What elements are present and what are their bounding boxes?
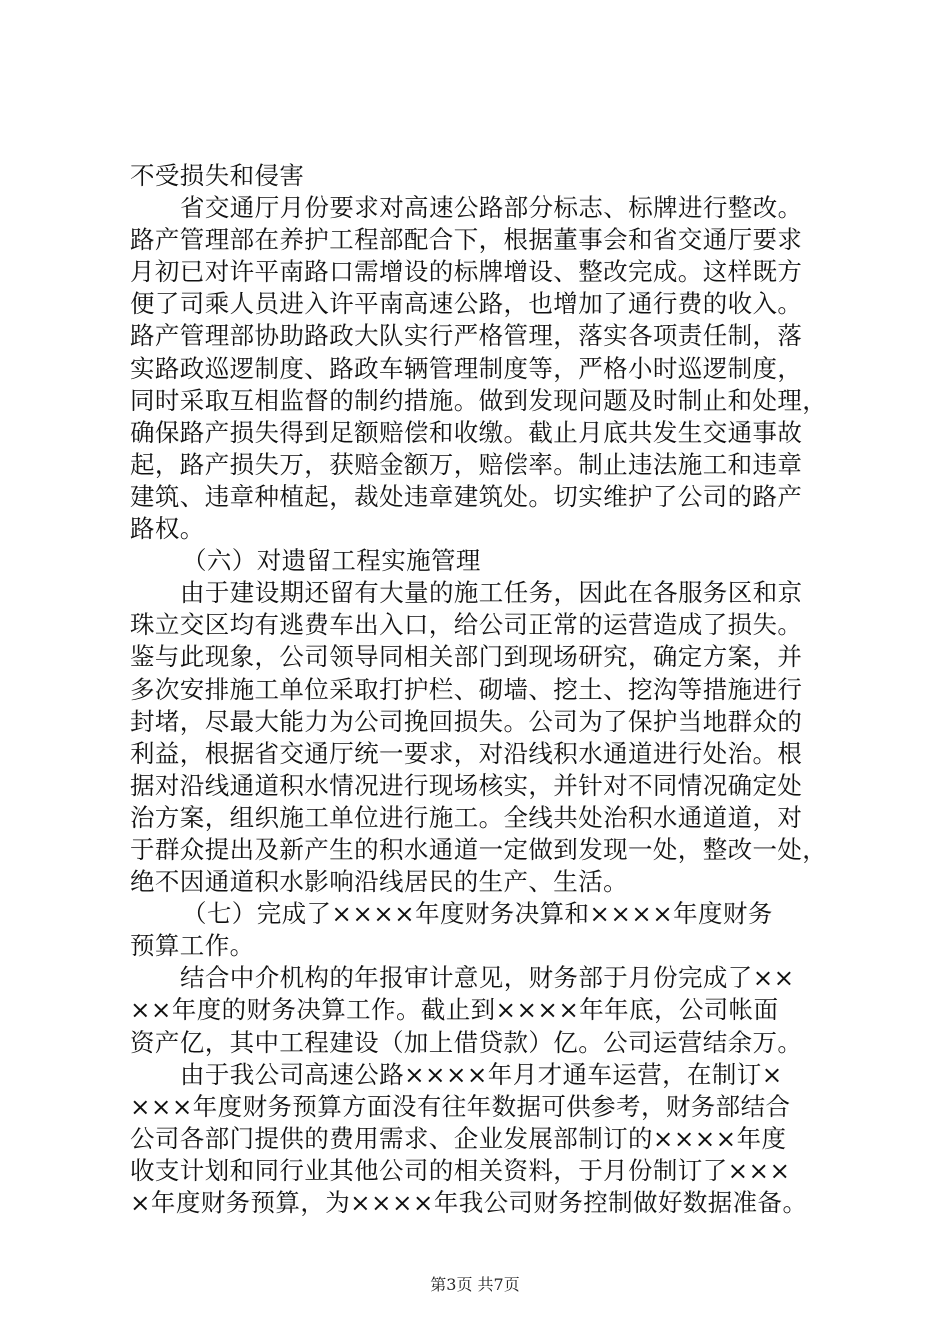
text-line: ×××年度财务预算方面没有往年数据可供参考，财务部结合 [130, 1091, 791, 1121]
text-line: 公司各部门提供的费用需求、企业发展部制订的××××年度 [130, 1123, 787, 1153]
text-line: 收支计划和同行业其他公司的相关资料，于月份制订了××× [130, 1155, 791, 1185]
text-line: 建筑、违章种植起，裁处违章建筑处。切实维护了公司的路产 [130, 481, 803, 511]
document-body [130, 160, 834, 1219]
text-line: 治方案，组织施工单位进行施工。全线共处治积水通道道，对 [130, 802, 803, 832]
text-line: 路产管理部在养护工程部配合下，根据董事会和省交通厅要求 [130, 225, 803, 255]
text-line: 珠立交区均有逃费车出入口，给公司正常的运营造成了损失。 [130, 610, 803, 640]
text-line: 绝不因通道积水影响沿线居民的生产、生活。 [130, 867, 628, 897]
page-footer: 第3页 共7页 [430, 1275, 520, 1294]
paragraph-start: 省交通厅月份要求对高速公路部分标志、标牌进行整改。 [180, 193, 803, 223]
text-line: 路产管理部协助路政大队实行严格管理，落实各项责任制，落 [130, 321, 803, 351]
text-line: 多次安排施工单位采取打护栏、砌墙、挖土、挖沟等措施进行 [130, 674, 803, 704]
section-heading: （六）对遗留工程实施管理 [182, 546, 481, 576]
text-line: 起，路产损失万，获赔金额万，赔偿率。制止违法施工和违章 [130, 449, 803, 479]
text-line: 据对沿线通道积水情况进行现场核实，并针对不同情况确定处 [130, 770, 803, 800]
text-line: 鉴与此现象，公司领导同相关部门到现场研究，确定方案，并 [130, 642, 803, 672]
paragraph-start: 由于建设期还留有大量的施工任务，因此在各服务区和京 [180, 578, 803, 608]
paragraph-start: 结合中介机构的年报审计意见，财务部于月份完成了×× [180, 963, 795, 993]
text-line: 封堵，尽最大能力为公司挽回损失。公司为了保护当地群众的 [130, 706, 803, 736]
section-heading: （七）完成了××××年度财务决算和××××年度财务 [182, 899, 773, 929]
text-line: 不受损失和侵害 [130, 161, 305, 190]
text-line: 于群众提出及新产生的积水通道一定做到发现一处，整改一处， [130, 834, 828, 864]
text-line: ××年度的财务决算工作。截止到××××年年底，公司帐面 [130, 995, 779, 1025]
text-line: 路权。 [130, 514, 205, 544]
text-line: 资产亿，其中工程建设（加上借贷款）亿。公司运营结余万。 [130, 1027, 803, 1057]
text-line: 实路政巡逻制度、路政车辆管理制度等，严格小时巡逻制度， [130, 353, 803, 383]
text-line: 确保路产损失得到足额赔偿和收缴。截止月底共发生交通事故 [130, 417, 803, 447]
paragraph-start: 由于我公司高速公路××××年月才通车运营，在制订× [180, 1059, 783, 1089]
text-line: 利益，根据省交通厅统一要求，对沿线积水通道进行处治。根 [130, 738, 803, 768]
text-line: 同时采取互相监督的制约措施。做到发现问题及时制止和处理， [130, 385, 828, 415]
text-line: ×年度财务预算，为××××年我公司财务控制做好数据准备。 [130, 1188, 808, 1217]
text-line: 便了司乘人员进入许平南高速公路，也增加了通行费的收入。 [130, 289, 803, 319]
text-line: 月初已对许平南路口需增设的标牌增设、整改完成。这样既方 [130, 257, 803, 287]
text-line: 预算工作。 [130, 931, 255, 961]
